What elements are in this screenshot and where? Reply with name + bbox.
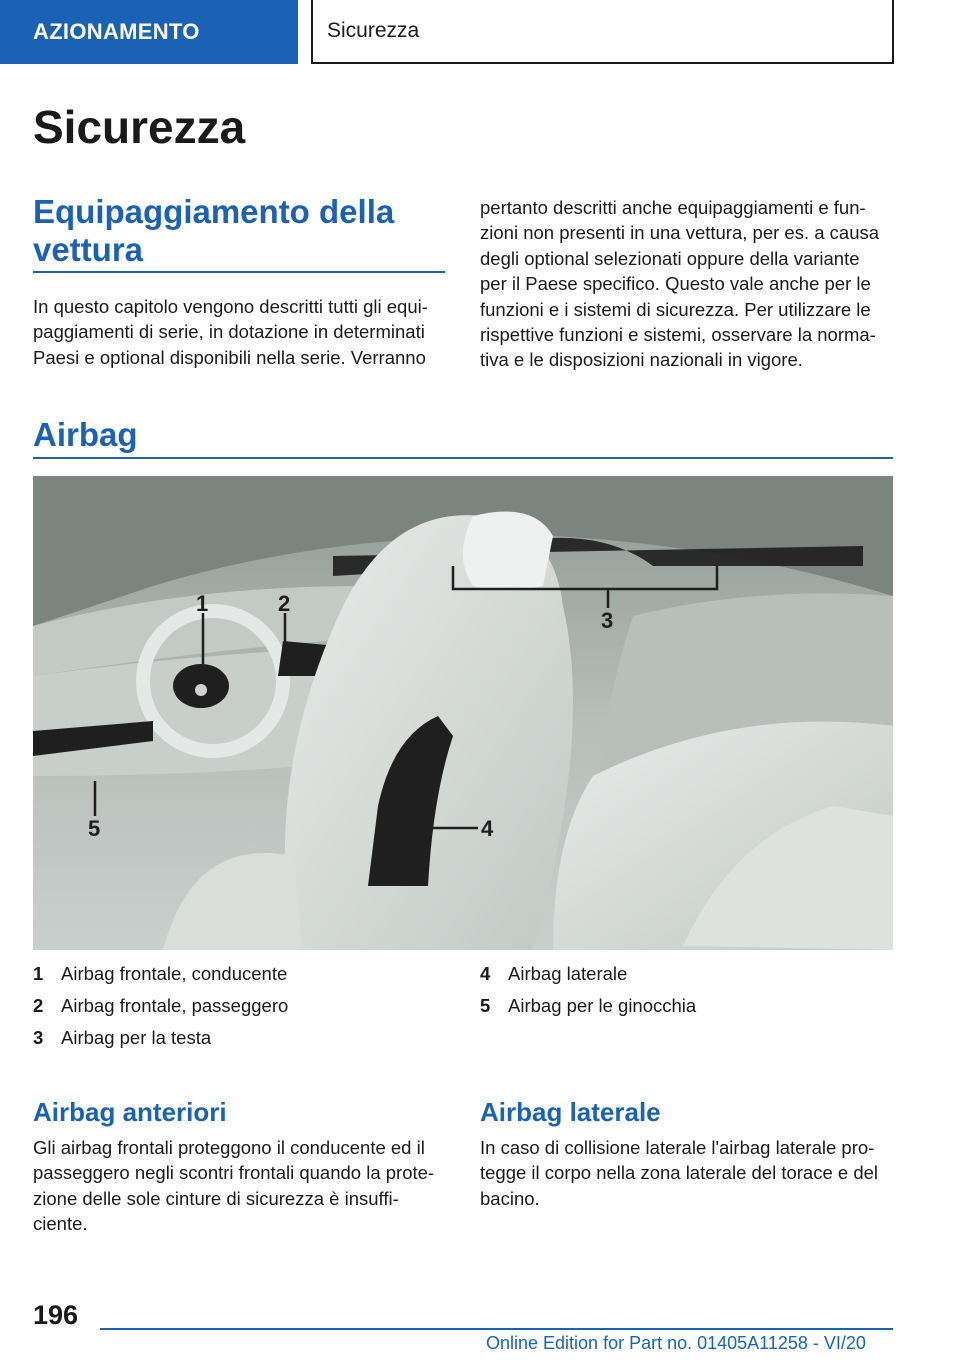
legend-number: 2 [33, 995, 44, 1016]
airbag-heading-rule [33, 457, 893, 459]
legend-number: 5 [480, 995, 491, 1016]
text-line: In questo capitolo vengono descritti tutti gli equi- [33, 296, 428, 317]
side-airbag-heading: Airbag laterale [480, 1097, 661, 1127]
figure-legend-right [480, 958, 696, 1022]
text-line: pertanto descritti anche equipaggiamenti e fun- [480, 197, 866, 218]
chapter-tab[interactable]: AZIONAMENTO [0, 0, 298, 64]
legend-item [480, 958, 696, 990]
page-number: 196 [33, 1300, 79, 1330]
legend-text: Airbag per la testa [61, 1027, 212, 1048]
footer-edition: Online Edition for Part no. 01405A11258 - VI/20 [486, 1333, 866, 1353]
text-line: bacino. [480, 1187, 540, 1209]
front-airbags-text [33, 1135, 453, 1237]
text-line: In caso di collisione laterale l'airbag laterale pro- [480, 1137, 875, 1158]
legend-number: 3 [33, 1027, 44, 1048]
car-interior-airbag-illustration [33, 476, 893, 950]
text-line: ciente. [33, 1213, 88, 1235]
legend-text: Airbag frontale, conducente [61, 963, 288, 984]
legend-item [33, 1022, 288, 1054]
equipment-text-left [33, 294, 453, 370]
steering-logo [195, 684, 207, 696]
text-line: tegge il corpo nella zona laterale del torace e del [480, 1162, 879, 1184]
equipment-heading: Equipaggiamento della vettura [33, 193, 395, 268]
text-line: degli optional selezionati oppure della variante [480, 247, 860, 269]
legend-number: 1 [33, 963, 44, 984]
headrest [463, 512, 553, 591]
text-line: rispettive funzioni e sistemi, osservare la norma- [480, 324, 876, 346]
page-title: Sicurezza [33, 101, 246, 153]
text-line: zioni non presenti in una vettura, per es. a causa [480, 222, 880, 244]
legend-text: Airbag laterale [508, 963, 628, 984]
side-airbag-text [480, 1135, 900, 1211]
text-line: passeggero negli scontri frontali quando la prote- [33, 1162, 435, 1184]
text-line: tiva e le disposizioni nazionali in vigore. [480, 349, 803, 371]
legend-text: Airbag per le ginocchia [508, 995, 697, 1016]
airbag-heading: Airbag [33, 416, 138, 453]
legend-item [33, 958, 288, 990]
text-line: Paesi e optional disponibili nella serie. Verranno [33, 346, 426, 368]
text-line: paggiamenti di serie, in dotazione in determinati [33, 321, 425, 343]
legend-number: 4 [480, 963, 491, 984]
callout-4: 4 [481, 816, 494, 841]
section-title: Sicurezza [311, 0, 894, 64]
callout-3: 3 [601, 608, 614, 633]
text-line: per il Paese specifico. Questo vale anche per le [480, 273, 871, 295]
equipment-heading-rule [33, 271, 445, 273]
front-airbags-heading: Airbag anteriori [33, 1097, 227, 1127]
text-line: Gli airbag frontali proteggono il conducente ed il [33, 1137, 425, 1158]
equipment-text-right [480, 195, 900, 373]
text-line: zione delle sole cinture di sicurezza è insuffi- [33, 1187, 399, 1209]
legend-item [33, 990, 288, 1022]
legend-text: Airbag frontale, passeggero [61, 995, 289, 1016]
footer-rule [100, 1328, 893, 1330]
callout-1: 1 [196, 591, 209, 616]
figure-legend-left [33, 958, 288, 1054]
legend-item [480, 990, 696, 1022]
callout-2: 2 [278, 591, 291, 616]
callout-5: 5 [88, 816, 101, 841]
text-line: funzioni e i sistemi di sicurezza. Per utilizzare le [480, 298, 871, 320]
